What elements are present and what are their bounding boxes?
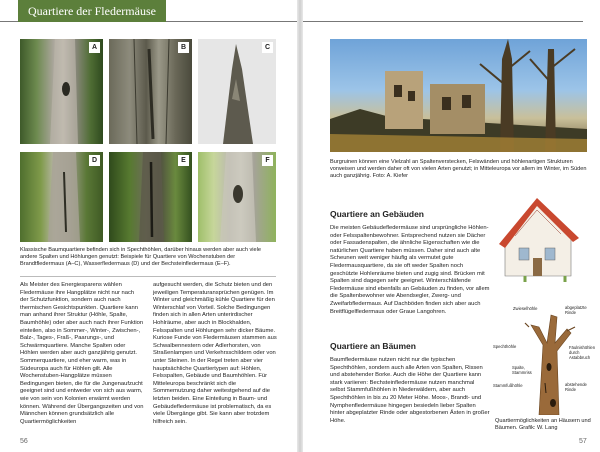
left-page — [0, 0, 297, 452]
tree-label-spalte: Spalte, Stammriss — [512, 365, 532, 375]
photo-b — [109, 39, 192, 144]
house-illustration — [495, 196, 587, 282]
page-title: Quartiere der Fledermäuse — [28, 4, 156, 18]
photo-tag: B — [178, 42, 189, 53]
figure-caption: Quartiermöglichkeiten an Häusern und Bäumen. Grafik: W. Lang — [495, 418, 591, 431]
photo-c — [198, 39, 276, 144]
right-page — [303, 0, 600, 452]
page-number: 57 — [579, 438, 587, 445]
tree-label-stammfuss: Stammfußhöhle — [493, 383, 523, 388]
tree-illustration — [509, 305, 589, 415]
caption-divider — [20, 276, 276, 277]
tree-label-abstehend: abstehende Rinde — [565, 382, 587, 392]
ruin-photo — [330, 39, 587, 152]
section-text-trees: Baumfledermäuse nutzen nicht nur die typischen Spechthöhlen, sondern auch alle Arten von Spalten, Rissen und abstehender Borke. Auch die Höhe der Quartiere kann stark variieren: Bechsteinfledermäuse nutzen manchmal selbst Stammfußhöhlen in Niederwäldern, aber auch Spechthöhlen in bis zu 20 Meter Höhe. Moos-, Brandt- und Nymphenfledermäuse hingegen besiedeln lieber Spalten hinter abgeplatzter Rinde oder abgestorbenen Ästen in großer Höhe. — [330, 357, 490, 424]
photo-caption: Klassische Baumquartiere befinden sich in Spechthöhlen, darüber hinaus werden aber auch viele andere Spalten und Höhlungen genutzt: Beispiele für Quartiere von Wochenstuben der Brandtfledermaus (A–C), Wasserfledermaus (D) und der Bechsteinfledermaus (E–F). — [20, 247, 261, 267]
photo-e — [109, 152, 192, 242]
tree-label-faeulnis: Fäulnishöhlen durch Astabbruch — [569, 345, 596, 360]
tree-label-abgeplatzt: abgeplatzte Rinde — [565, 305, 587, 315]
section-text-buildings: Die meisten Gebäudefledermäuse sind ursprüngliche Höhlen- oder Felsspaltenbewohner. Entsprechend nutzen sie Dächer oder Fassadenspalten, die ähnliche Eigenschaften wie die natürlichen Quartiere haben müssen. Daher sind auch alte Scheunen weit weniger häufig als vermutet gute Fledermausquartiere, da sie oft weder Spalten noch geschützte Hohlenräume bieten und zugig sind. Brücken mit Spalten sind dagegen sehr geeignet. Winterschläfende Fledermäuse sind ebenfalls an Gebäuden zu finden, vor allem die Spaltenbewohner wie Abendsegler, Zwerg- und Zweifarbfledermaus. Auf Dachböden finden sich aber auch Breitflügelfledermaus oder Graue Langohren. — [330, 225, 490, 315]
photo-a — [20, 39, 103, 144]
photo-b-bark — [109, 39, 192, 144]
body-column-2: aufgesucht werden, die Schutz bieten und den jeweiligen Temperaturansprüchen genügen. Im Winter und gleichmäßig kühle Quartiere für den Winterschlaf von Vorteil. Solche Bedingungen finden sich in allen Arten unterirdischer Hohlräume, aber auch in Blockhalden, Felsspalten und Höhlungen sehr dicker Bäume. Kuriose Funde von Fledermäusen stammen aus Schwalbennestern oder Adlerhorsten, von Straßenlampen und Verkehrsschildern oder von unter Steinen. In der Regel treten aber vier hauptsächliche Quartiertypen auf: Höhlen, Felsspalten, Gebäude und Baumhöhlen. Für Mitteleuropa beschränkt sich die Sommernutzung daher weitestgehend auf die letzten beiden. Eine Einteilung in Baum- und Gebäudefledermäuse ist problematisch, da es viele Übergänge gibt. Sie kann aber trotzdem hilfreich sein. — [153, 282, 277, 425]
ruin-caption: Burgruinen können eine Vielzahl an Spaltenverstecken, Felswänden und höhlenartigen Strukturen vorweisen und werden daher oft von vielen Arten genutzt; in Mitteleuropa vor allem im Winter, im Süden auch ganzjährig. Foto: A. Kiefer — [330, 159, 587, 179]
photo-tag: D — [89, 155, 100, 166]
page-number: 56 — [20, 438, 28, 445]
photo-tag: F — [262, 155, 273, 166]
body-column-1: Als Meister des Energiesparens wählen Fledermäuse ihre Hangplätze nicht nur nach der Schutzfunktion, sondern auch nach thermischen Gesichtspunkten. Quartiere kann man anhand ihrer Struktur (Höhle, Spalte, Baumhöhle) oder aber auch nach ihrer Funktion einteilen, also in Sommer-, Winter-, Zwischen-, Balz-, Tages-, Fraß-, Paarungs-, und Schwärmquartiere. Manche Spalten oder Höhlen werden aber auch ganzjährig genutzt. Sommerquartiere, und eher warm, was in Südeuropa auch für Höhlen gilt. Alle Wochenstuben-Hangplätze müssen Bedingungen bieten, die für die Jungenaufzucht geeignet sind und entweder von sich aus warm, wie von sein von Kolonien erwärmt werden können. Während der Übergangszeiten und von Männchen können grundsätzlich alle Quartiermöglichkeiten — [20, 282, 144, 425]
section-title-buildings: Quartiere an Gebäuden — [330, 209, 424, 219]
photo-tag: C — [262, 42, 273, 53]
ruin-illustration — [330, 39, 587, 152]
tree-label-zwiesel: Zwieselhöhle — [513, 306, 538, 311]
photo-tag: A — [89, 42, 100, 53]
photo-d — [20, 152, 103, 242]
heading-bar — [0, 0, 297, 22]
heading-tab — [18, 0, 166, 22]
header-rule — [303, 21, 583, 22]
photo-c-snag — [198, 39, 276, 144]
tree-label-specht: Spechthöhle — [493, 344, 517, 349]
photo-f — [198, 152, 276, 242]
photo-tag: E — [178, 155, 189, 166]
photo-a-trunk — [20, 39, 103, 144]
section-title-trees: Quartiere an Bäumen — [330, 341, 416, 351]
